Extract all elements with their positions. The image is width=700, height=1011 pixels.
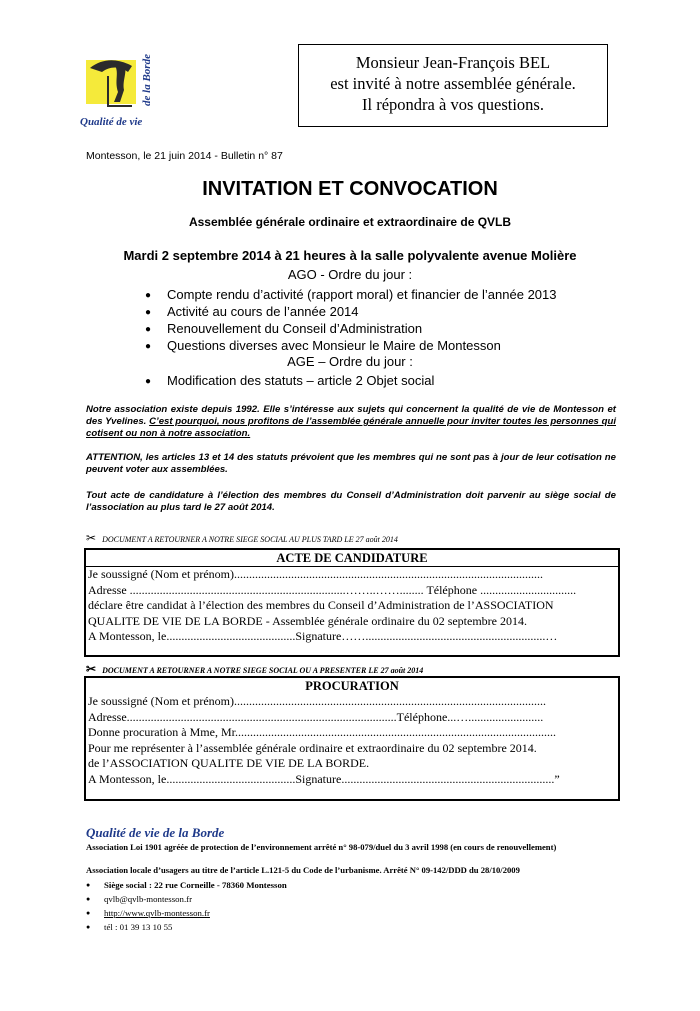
- footer-agreement: Association Loi 1901 agréée de protection de l’environnement arrêté n° 98-079/duel du 3 avril 1998 (en cours de renouvellement): [86, 842, 557, 852]
- form-line: déclare être candidat à l’élection des membres du Conseil d’Administration de l’ASSOCIATION: [88, 598, 554, 612]
- form-line: A Montesson, le...........................................Signature.......................................................................”: [88, 771, 560, 786]
- bullet-icon: ●: [145, 290, 152, 301]
- procuration-form: [84, 676, 620, 801]
- association-paragraph: Notre association existe depuis 1992. Elle s’intéresse aux sujets qui concernent la qualité de vie de Montesson et des Yvelines. C’est pourquoi, nous profitons de l’assemblée générale annuelle pour inviter toutes les personnes qui cotisent ou non à notre association.: [86, 404, 617, 439]
- guest-line-1: Monsieur Jean-François BEL: [355, 53, 551, 72]
- bullet-icon: ●: [145, 307, 152, 318]
- attention-paragraph: ATTENTION, les articles 13 et 14 des statuts prévoient que les membres qui ne sont pas à jour de leur cotisation ne peuvent voter aux assemblées.: [86, 452, 616, 475]
- form-line: Adresse..........................................................................................Téléphone...….........................: [88, 709, 544, 724]
- scissors-icon: ✂: [86, 531, 97, 545]
- meeting-details: Mardi 2 septembre 2014 à 21 heures à la salle polyvalente avenue Molière: [123, 248, 577, 263]
- logo-side-text: de la Borde: [141, 54, 153, 106]
- footer-local-association: Association locale d’usagers au titre de l’article L.121-5 du Code de l’urbanisme. Arrêté N° 09-142/DDD du 28/10/2009: [86, 865, 520, 875]
- ago-item: ● Renouvellement du Conseil d’Administration: [145, 321, 423, 336]
- footer-brand: Qualité de vie de la Borde: [86, 825, 225, 840]
- form-line: Pour me représenter à l’assemblée générale ordinaire et extraordinaire du 02 septembre 2014.: [88, 740, 537, 755]
- guest-line-3: Il répondra à vos questions.: [362, 95, 544, 114]
- guest-line-2: est invité à notre assemblée générale.: [330, 74, 576, 93]
- bullet-icon: ●: [86, 923, 91, 931]
- candidature-deadline-paragraph: Tout acte de candidature à l’élection des membres du Conseil d’Administration doit parvenir au siège social de l’association au plus tard le 27 août 2014.: [86, 490, 616, 513]
- age-heading: AGE – Ordre du jour :: [287, 354, 413, 369]
- subtitle: Assemblée générale ordinaire et extraordinaire de QVLB: [188, 215, 512, 229]
- age-item: ● Modification des statuts – article 2 Objet social: [145, 373, 435, 388]
- form-line: QUALITE DE VIE DE LA BORDE - Assemblée générale ordinaire du 02 septembre 2014.: [88, 613, 528, 628]
- cut-line: ✂ DOCUMENT A RETOURNER A NOTRE SIEGE SOCIAL OU A PRESENTER LE 27 août 2014: [86, 662, 424, 676]
- guest-announcement-box: [298, 44, 608, 127]
- ago-item: ● Questions diverses avec Monsieur le Maire de Montesson: [145, 338, 501, 353]
- bullet-icon: ●: [86, 881, 91, 889]
- page-title: INVITATION ET CONVOCATION: [202, 178, 498, 200]
- form-line: Donne procuration à Mme, Mr...........................................................................................................: [88, 725, 556, 739]
- ago-item: ● Compte rendu d’activité (rapport moral) et financier de l’année 2013: [145, 287, 557, 302]
- ago-item: ● Activité au cours de l’année 2014: [145, 304, 359, 319]
- form-line: Je soussigné (Nom et prénom).......................................................................................................: [88, 567, 543, 581]
- bullet-icon: ●: [145, 341, 152, 352]
- website-link[interactable]: http://www.qvlb-montesson.fr: [104, 908, 210, 918]
- footer-website[interactable]: [86, 908, 210, 918]
- dateline: Montesson, le 21 juin 2014 - Bulletin n° 87: [86, 150, 283, 162]
- procuration-title: PROCURATION: [305, 679, 399, 693]
- footer-address: ● Siège social : 22 rue Corneille - 78360 Montesson: [86, 880, 287, 890]
- cut-line: ✂ DOCUMENT A RETOURNER A NOTRE SIEGE SOCIAL AU PLUS TARD LE 27 août 2014: [86, 531, 398, 545]
- candidature-title: ACTE DE CANDIDATURE: [86, 550, 618, 567]
- bullet-icon: ●: [86, 909, 91, 917]
- form-line: Je soussigné (Nom et prénom)........................................................................................................: [88, 694, 546, 708]
- logo-caption: Qualité de vie: [80, 116, 143, 128]
- form-line: Adresse ........................................................................……..……........ Téléphone ................................: [88, 582, 577, 597]
- scissors-icon: ✂: [86, 662, 97, 676]
- footer-email[interactable]: ● qvlb@qvlb-montesson.fr: [86, 894, 192, 904]
- form-line: A Montesson, le...........................................Signature……............................................................…: [88, 629, 558, 643]
- ago-heading: AGO - Ordre du jour :: [287, 267, 413, 282]
- bullet-icon: ●: [145, 324, 152, 335]
- footer-phone: ● tél : 01 39 13 10 55: [86, 922, 173, 932]
- bullet-icon: ●: [145, 376, 152, 387]
- bullet-icon: ●: [86, 895, 91, 903]
- candidature-form: [84, 548, 620, 657]
- form-line: de l’ASSOCIATION QUALITE DE VIE DE LA BORDE.: [88, 756, 370, 770]
